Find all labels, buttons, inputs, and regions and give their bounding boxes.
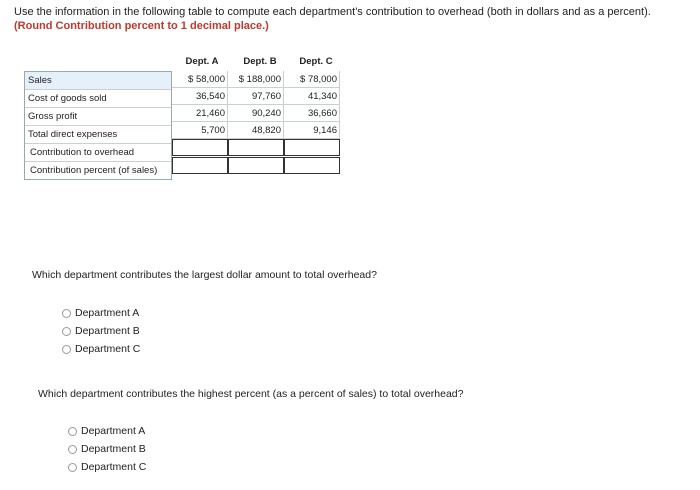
q2-option-c[interactable] [68, 458, 146, 476]
row-label-contribution-percent: Contribution percent (of sales) [30, 165, 158, 176]
cell-c-sales: $ 78,000 [284, 71, 340, 88]
radio-button[interactable] [62, 327, 71, 336]
column-dept-c [284, 71, 340, 175]
cell-a-direct-expenses: 5,700 [172, 122, 228, 139]
cell-c-cogs: 41,340 [284, 88, 340, 105]
row-label-gross-profit: Gross profit [25, 108, 171, 126]
header-dept-b: Dept. B [243, 56, 277, 67]
radio-button[interactable] [68, 463, 77, 472]
cell-b-gross-profit: 90,240 [228, 105, 284, 122]
cell-a-gross-profit: 21,460 [172, 105, 228, 122]
instructions [14, 5, 699, 33]
column-dept-b [228, 71, 284, 175]
option-label: Department B [75, 325, 140, 337]
rounding-note: (Round Contribution percent to 1 decimal place.) [14, 20, 269, 32]
option-label: Department A [75, 307, 140, 319]
q1-option-c[interactable] [62, 340, 140, 358]
row-label-cogs: Cost of goods sold [25, 90, 171, 108]
q2-option-a[interactable] [68, 422, 146, 440]
contribution-input-a[interactable] [172, 139, 228, 156]
question-1-options [62, 304, 140, 358]
cell-a-cogs: 36,540 [172, 88, 228, 105]
row-label-contribution: Contribution to overhead [25, 144, 171, 162]
contribution-input-b[interactable] [228, 139, 284, 156]
q1-option-b[interactable] [62, 322, 140, 340]
option-label: Department C [81, 461, 147, 473]
radio-button[interactable] [62, 309, 71, 318]
contribution-input-c[interactable] [284, 139, 340, 156]
option-label: Department A [81, 425, 146, 437]
row-label-sales: Sales [25, 72, 171, 90]
cell-c-direct-expenses: 9,146 [284, 122, 340, 139]
radio-button[interactable] [68, 445, 77, 454]
question-2-options [68, 422, 146, 476]
question-2: Which department contributes the highest percent (as a percent of sales) to total overhead? [38, 388, 464, 400]
option-label: Department B [81, 443, 146, 455]
percent-input-b[interactable] [228, 157, 284, 174]
cell-c-gross-profit: 36,660 [284, 105, 340, 122]
cell-b-sales: $ 188,000 [228, 71, 284, 88]
q1-option-a[interactable] [62, 304, 140, 322]
option-label: Department C [75, 343, 141, 355]
cell-b-direct-expenses: 48,820 [228, 122, 284, 139]
radio-button[interactable] [68, 427, 77, 436]
percent-input-a[interactable] [172, 157, 228, 174]
header-dept-a: Dept. A [185, 56, 219, 67]
question-1: Which department contributes the largest dollar amount to total overhead? [32, 269, 377, 281]
q2-option-b[interactable] [68, 440, 146, 458]
percent-input-c[interactable] [284, 157, 340, 174]
header-dept-c: Dept. C [299, 56, 333, 67]
cell-a-sales: $ 58,000 [172, 71, 228, 88]
cell-b-cogs: 97,760 [228, 88, 284, 105]
instructions-text: Use the information in the following table to compute each department's contribution to overhead (both in dollars and as a percent). [14, 6, 651, 18]
row-label-direct-expenses: Total direct expenses [25, 126, 171, 144]
radio-button[interactable] [62, 345, 71, 354]
row-labels [24, 71, 172, 180]
column-dept-a [172, 71, 228, 175]
